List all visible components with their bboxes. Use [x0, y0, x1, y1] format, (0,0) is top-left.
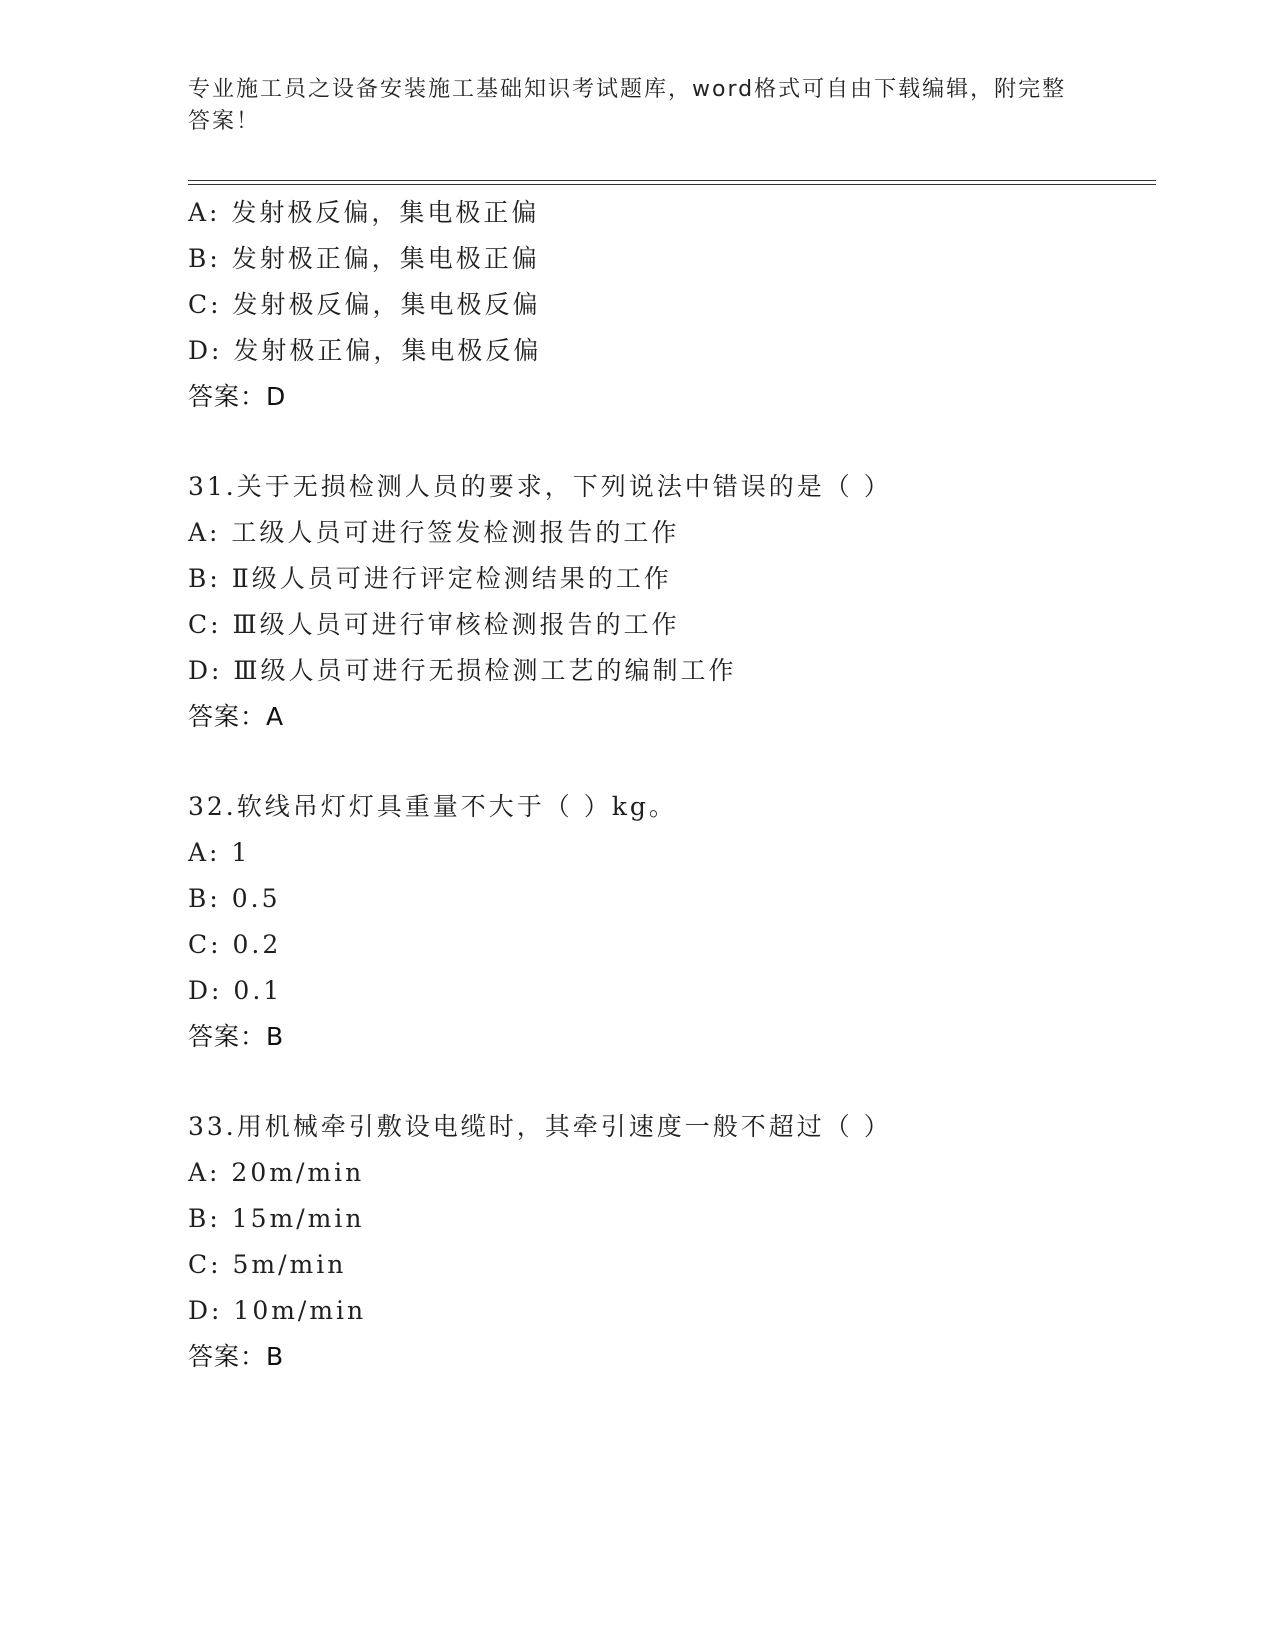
option-b: B: 发射极正偏，集电极正偏: [188, 244, 540, 273]
answer-line: 答案：A: [188, 702, 285, 731]
option-a: A: 工级人员可进行签发检测报告的工作: [188, 518, 680, 547]
question-stem: 33.用机械牵引敷设电缆时，其牵引速度一般不超过（ ）: [188, 1112, 892, 1141]
option-b: B: 15m/min: [188, 1204, 365, 1233]
option-a: A: 20m/min: [188, 1158, 365, 1187]
answer-line: 答案：D: [188, 382, 287, 411]
option-c: C: 发射极反偏，集电极反偏: [188, 290, 541, 319]
option-d: D: 发射极正偏，集电极反偏: [188, 336, 542, 365]
spacer: [188, 420, 1148, 464]
question-list: [188, 190, 1148, 1380]
option-c: C: Ⅲ级人员可进行审核检测报告的工作: [188, 610, 680, 639]
option-c: C: 5m/min: [188, 1250, 347, 1279]
option-b: B: Ⅱ级人员可进行评定检测结果的工作: [188, 564, 672, 593]
question-block-prev: [188, 190, 1148, 420]
option-a: A: 1: [188, 838, 251, 867]
question-stem: 32.软线吊灯灯具重量不大于（ ）kg。: [188, 792, 677, 821]
question-stem: 31.关于无损检测人员的要求，下列说法中错误的是（ ）: [188, 472, 892, 501]
spacer: [188, 740, 1148, 784]
question-block-32: [188, 784, 1148, 1060]
option-c: C: 0.2: [188, 930, 282, 959]
answer-line: 答案：B: [188, 1022, 285, 1051]
option-a: A: 发射极反偏，集电极正偏: [188, 198, 540, 227]
answer-line: 答案：B: [188, 1342, 285, 1371]
question-block-31: [188, 464, 1148, 740]
document-header: 专业施工员之设备安装施工基础知识考试题库，word格式可自由下载编辑，附完整答案！: [188, 77, 1067, 134]
spacer: [188, 1060, 1148, 1104]
option-d: D: 10m/min: [188, 1296, 367, 1325]
header-double-rule: [188, 180, 1156, 185]
option-d: D: 0.1: [188, 976, 283, 1005]
option-d: D: Ⅲ级人员可进行无损检测工艺的编制工作: [188, 656, 737, 685]
option-b: B: 0.5: [188, 884, 281, 913]
question-block-33: [188, 1104, 1148, 1380]
